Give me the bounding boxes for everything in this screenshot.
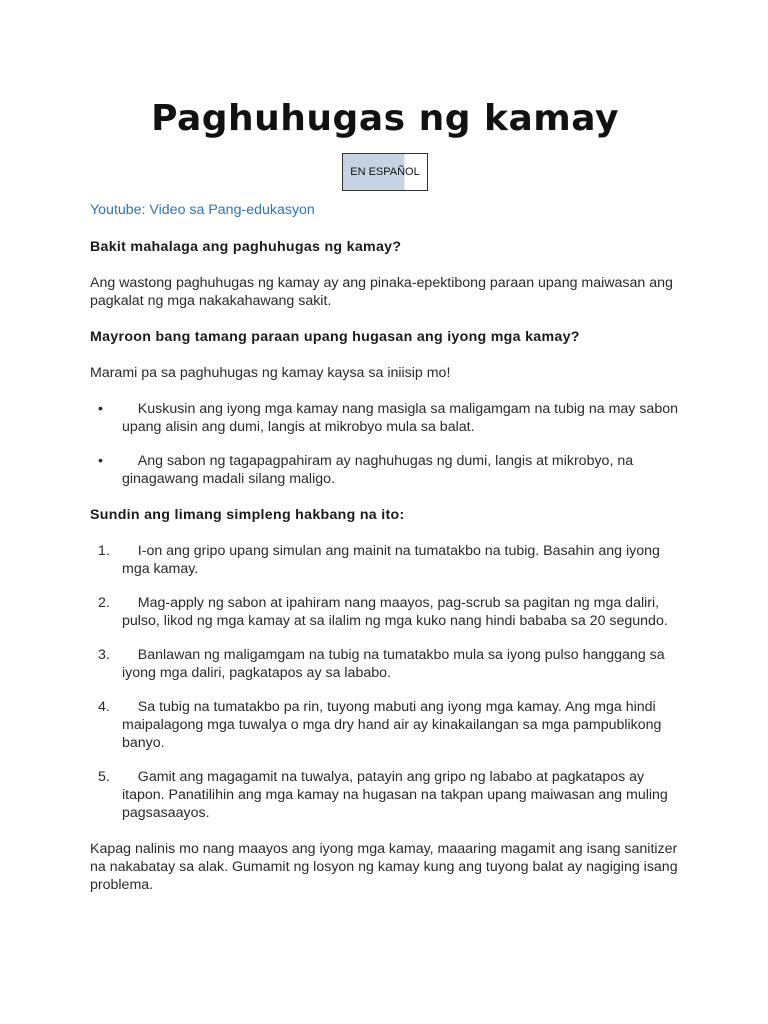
list-item bbox=[90, 698, 680, 752]
list-item-text: Gamit ang magagamit na tuwalya, patayin ang gripo ng lababo at pagkatapos ay itapon. Panatilihin ang mga kamay na hugasan na takpan upang maiwasan ang muling pagsasaayos. bbox=[122, 769, 668, 821]
list-item bbox=[90, 452, 680, 488]
bullet-list bbox=[90, 400, 680, 488]
list-item-text: Sa tubig na tumatakbo pa rin, tuyong mabuti ang iyong mga kamay. Ang mga hindi maipalagong mga tuwalya o mga dry hand air ay kinakailangan sa mga pampublikong banyo. bbox=[122, 699, 662, 751]
list-item-text: Mag-apply ng sabon at ipahiram nang maayos, pag-scrub sa pagitan ng mga daliri, pulso, likod ng mga kamay at sa ilalim ng mga kuko nang hindi bababa sa 20 segundo. bbox=[122, 595, 668, 629]
bullet-icon: • bbox=[98, 453, 103, 469]
list-item bbox=[90, 542, 680, 578]
list-item bbox=[90, 768, 680, 822]
section-heading-proper-way: Mayroon bang tamang paraan upang hugasan ang iyong mga kamay? bbox=[90, 329, 580, 345]
bullet-icon: • bbox=[98, 401, 103, 417]
list-item-text: Banlawan ng maligamgam na tubig na tumatakbo mula sa iyong pulso hanggang sa iyong mga daliri, pagkatapos ay sa lababo. bbox=[122, 647, 665, 681]
page-title: Paghuhugas ng kamay bbox=[151, 98, 619, 139]
section-text-importance: Ang wastong paghuhugas ng kamay ay ang pinaka-epektibong paraan upang maiwasan ang pagkalat ng mga nakakahawang sakit. bbox=[90, 275, 673, 309]
steps-list bbox=[90, 542, 680, 822]
document-body bbox=[90, 201, 680, 912]
step-number: 5. bbox=[98, 769, 110, 785]
section-heading-steps: Sundin ang limang simpleng hakbang na ito: bbox=[90, 507, 405, 523]
video-link[interactable]: Youtube: Video sa Pang-edukasyon bbox=[90, 202, 315, 218]
list-item bbox=[90, 594, 680, 630]
step-number: 2. bbox=[98, 595, 110, 611]
list-item bbox=[90, 646, 680, 682]
list-item-text: I-on ang gripo upang simulan ang mainit na tumatakbo na tubig. Basahin ang iyong mga kamay. bbox=[122, 543, 660, 577]
step-number: 1. bbox=[98, 543, 110, 559]
spanish-language-button[interactable]: EN ESPAÑOL bbox=[342, 153, 428, 191]
step-number: 3. bbox=[98, 647, 110, 663]
section-text-proper-way: Marami pa sa paghuhugas ng kamay kaysa sa iniisip mo! bbox=[90, 365, 451, 381]
section-heading-importance: Bakit mahalaga ang paghuhugas ng kamay? bbox=[90, 239, 402, 255]
list-item-text: Ang sabon ng tagapagpahiram ay naghuhugas ng dumi, langis at mikrobyo, na ginagawang madali silang maligo. bbox=[122, 453, 634, 487]
step-number: 4. bbox=[98, 699, 110, 715]
list-item-text: Kuskusin ang iyong mga kamay nang masigla sa maligamgam na tubig na may sabon upang alisin ang dumi, langis at mikrobyo mula sa balat. bbox=[122, 401, 678, 435]
list-item bbox=[90, 400, 680, 436]
closing-paragraph: Kapag nalinis mo nang maayos ang iyong mga kamay, maaaring magamit ang isang sanitizer na nakabatay sa alak. Gumamit ng losyon ng kamay kung ang tuyong balat ay nagiging isang problema. bbox=[90, 841, 678, 893]
